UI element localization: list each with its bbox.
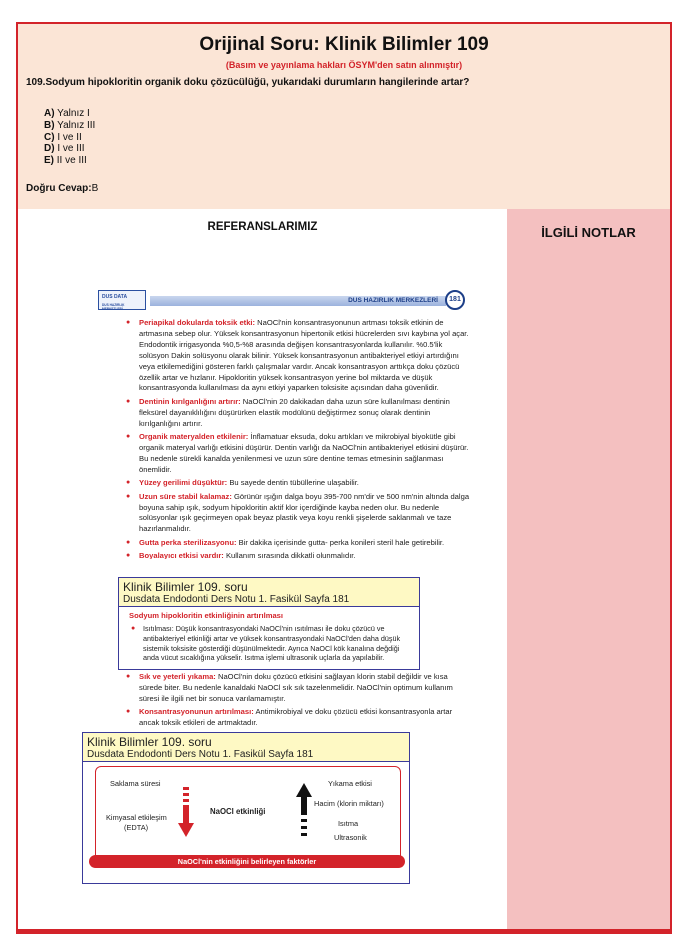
copyright-note: (Basım ve yayınlama hakları ÖSYM'den satın alınmıştır) bbox=[225, 60, 463, 70]
list-item bbox=[124, 672, 472, 705]
page-number: 181 bbox=[445, 290, 465, 310]
callout-title: Klinik Bilimler 109. soru bbox=[87, 735, 212, 749]
page-header-label: DUS HAZIRLIK MERKEZLERİ bbox=[348, 297, 438, 304]
question-panel bbox=[18, 24, 670, 209]
source-bullet-list-2 bbox=[124, 672, 472, 734]
correct-answer-value: B bbox=[91, 183, 99, 194]
question-text: 109.Sodyum hipokloritin organik doku çözücülüğü, yukarıdaki durumların hangilerinde artar? bbox=[26, 77, 470, 88]
option-e bbox=[44, 155, 95, 167]
bullet-body: Bu sayede dentin tübüllerine ulaşabilir. bbox=[227, 478, 359, 488]
option-text: I ve III bbox=[57, 143, 85, 155]
list-item bbox=[124, 432, 472, 476]
answer-options bbox=[44, 108, 95, 167]
option-b bbox=[44, 120, 95, 132]
correct-answer-label: Doğru Cevap: bbox=[26, 183, 92, 194]
logo-subtext: DUS HAZIRLIK MERKEZLERİ bbox=[102, 303, 125, 311]
bottom-border bbox=[16, 929, 672, 934]
bullet-body: İnflamatuar eksuda, doku artıkları ve mikrobiyal biyokütle gibi organik materyal varlığı etkisini düşürür. Dentin varlığı da NaOCl'nin antibakteriyel etkisini düşürür. Bu nedenle sürekli kanalda yenilenmesi ve uzun süre dentine temas etmesinin sağlanması önemlidir. bbox=[139, 432, 469, 474]
option-text: Yalnız I bbox=[57, 108, 90, 119]
factor-storage-time: Saklama süresi bbox=[110, 779, 161, 788]
bullet-body: Kullanım sırasında dikkatli olunmalıdır. bbox=[223, 551, 356, 560]
list-item bbox=[124, 551, 472, 559]
bullet-body: Bir dakika içerisinde gutta- perka konileri steril hale getirebilir. bbox=[236, 537, 445, 547]
subsection-heading: Sodyum hipokloritin etkinliğinin artırılması bbox=[129, 611, 284, 620]
source-bullet-list bbox=[124, 318, 472, 562]
callout-source: Dusdata Endodonti Ders Notu 1. Fasikül Sayfa 181 bbox=[123, 594, 350, 605]
references-heading: REFERANSLARIMIZ bbox=[207, 221, 318, 233]
option-letter: E) bbox=[44, 155, 54, 167]
option-text: II ve III bbox=[56, 155, 87, 167]
callout-title: Klinik Bilimler 109. soru bbox=[123, 580, 248, 594]
bullet-body: NaOCl'nin konsantrasyonunun artması toksik etkinin de artmasına sebep olur. Yüksek konsantrasyonun hipertonik etkisi hücrelerden sıvı kaybına yol açar. Endodontik irrigasyonda %0,5-%8 arasında değişen konsantrasyonlarda kullanılır. %0.5'lik solüsyon Dakin solüsyonu olarak bilinir. Yüksek konsantrasyonun antibakteriyel etkiyi artırdığını veya etkilemediğini gösteren farklı çalışmalar vardır. Ancak konsantrasyon arttıkça doku çözücü özellik artar ve hızlanır. Hipokloritin yüksek konsantrasyon yerine bol miktarda ve düşük konsantrasyonda kullanılması da aynı etkiyi yaparken toksisite açısından daha güvenlidir. bbox=[139, 318, 469, 393]
factor-chemical-interaction: Kimyasal etkileşim bbox=[106, 813, 167, 822]
bullet-title: Konsantrasyonunun artırılması: bbox=[139, 707, 254, 717]
correct-answer bbox=[26, 183, 98, 194]
option-c bbox=[44, 132, 95, 144]
decrease-arrow-icon bbox=[178, 787, 194, 839]
factor-volume: Hacim (klorin miktarı) bbox=[314, 799, 384, 808]
page-title: Orijinal Soru: Klinik Bilimler 109 bbox=[199, 34, 489, 55]
source-subsection-box bbox=[118, 606, 420, 670]
bullet-body: NaOCl'nin doku çözücü etkisini sağlayan klorin stabil değildir ve kısa sürede biter. Bu nedenle kanaldaki NaOCl sık sık tazelenmelidir. NaOCl'nin optimum kullanım süresi ile ilgili net bir sonuca varılamamıştır. bbox=[139, 672, 453, 703]
reference-callout bbox=[118, 577, 420, 607]
list-item bbox=[124, 492, 472, 536]
logo-text: DUS DATA bbox=[102, 294, 128, 300]
option-letter: C) bbox=[44, 131, 55, 143]
option-text: I ve II bbox=[57, 131, 82, 143]
diagram-center-label: NaOCl etkinliği bbox=[210, 807, 266, 816]
bullet-body: NaOCl'nin 20 dakikadan daha uzun süre kullanılması dentinin fleksürel dayanıklılığını düşürürken elastik modülünü değiştirmez sonuç olarak dentinin kırılganlığını artırır. bbox=[139, 396, 450, 428]
option-a bbox=[44, 108, 95, 120]
factor-edta: (EDTA) bbox=[124, 823, 149, 832]
option-d bbox=[44, 143, 95, 155]
option-letter: D) bbox=[44, 143, 55, 155]
bullet-body: Antimikrobiyal ve doku çözücü etkisi konsantrasyonla artar ancak toksik etkileri de artmaktadır. bbox=[139, 707, 453, 728]
bullet-title: Dentinin kırılganlığını artırır: bbox=[139, 396, 241, 406]
bullet-title: Organik materyalden etkilenir: bbox=[139, 432, 249, 442]
diagram-caption: NaOCl'nin etkinliğini belirleyen faktörler bbox=[89, 855, 405, 868]
bullet-title: Uzun süre stabil kalamaz: bbox=[139, 491, 232, 501]
option-text: Yalnız III bbox=[57, 119, 96, 131]
option-letter: A) bbox=[44, 108, 55, 119]
bullet-title: Yüzey gerilimi düşüktür: bbox=[139, 478, 228, 488]
bullet-title: Boyalayıcı etkisi vardır: bbox=[139, 551, 224, 560]
bullet-title: Gutta perka sterilizasyonu: bbox=[139, 537, 237, 547]
factor-ultrasonic: Ultrasonik bbox=[334, 833, 367, 842]
diagram-inner-box bbox=[95, 766, 401, 866]
list-item bbox=[124, 478, 472, 489]
list-item bbox=[124, 538, 472, 549]
factor-heating: Isıtma bbox=[338, 819, 359, 828]
bullet-title: Sık ve yeterli yıkama: bbox=[139, 672, 216, 681]
list-item bbox=[124, 318, 472, 394]
notes-heading: İLGİLİ NOTLAR bbox=[541, 225, 636, 240]
subsection-bullet: ● Isıtılması: Düşük konsantrasyondaki NaOCl'nin ısıtılması ile doku çözücü ve antibakteriyel etkinliği artar ve yüksek konsantrasyondaki NaOCl'den daha düşük sistemik toksisite gösterdiği düşünülmektedir. Ayrıca NaOCl kök kanalına değdiği anda vücut sıcaklığına yükselir. Isıtma işlemi ultrasonik uçlarla da yapılabilir. bbox=[143, 624, 415, 663]
option-letter: B) bbox=[44, 119, 55, 131]
list-item bbox=[124, 707, 472, 729]
increase-arrow-icon bbox=[296, 783, 312, 837]
reference-callout bbox=[82, 732, 410, 762]
callout-source: Dusdata Endodonti Ders Notu 1. Fasikül Sayfa 181 bbox=[87, 749, 314, 760]
dusdata-logo bbox=[98, 290, 146, 310]
factor-irrigation: Yıkama etkisi bbox=[328, 779, 372, 788]
bullet-title: Periapikal dokularda toksik etki: bbox=[139, 318, 256, 327]
list-item bbox=[124, 397, 472, 430]
bullet-body: Görünür ışığın dalga boyu 395-700 nm'dir ve 500 nm'nin altında dalga boyuna sahip ışık, sodyum hipokloritin aktif klor içerdiğinde kayba neden olur. Bu nedenle solüsyonlar ışık geçirmeyen opak beyaz plastik veya koyu renkli şişelerde saklanmalı ve taze hazırlanmalıdır. bbox=[139, 491, 470, 534]
naocl-factors-diagram bbox=[82, 761, 410, 884]
notes-panel bbox=[507, 209, 670, 929]
